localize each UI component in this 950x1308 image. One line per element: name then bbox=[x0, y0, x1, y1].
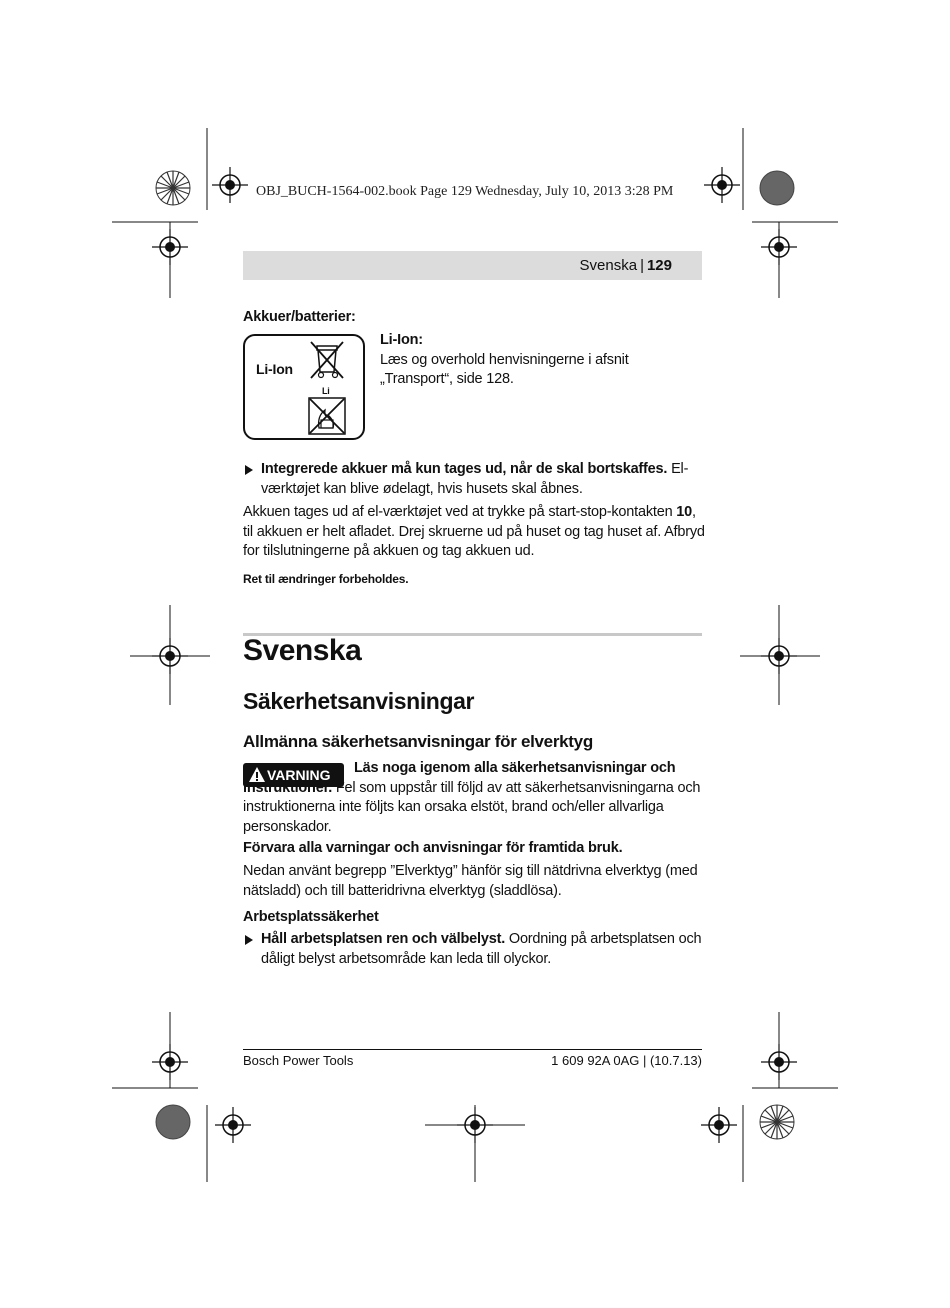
liion-icon-sub: Li bbox=[322, 386, 330, 396]
bullet-text: El-værktøjet kan blive ødelagt, hvis husets skal åbnes. bbox=[261, 461, 689, 497]
definition-paragraph: Nedan använt begrepp ”Elverktyg” hänför sig till nätdrivna elverktyg (med nätsladd) och till batteridrivna elverktyg (sladdlösa). bbox=[243, 863, 698, 899]
reserved-notice: Ret til ændringer forbeholdes. bbox=[243, 572, 409, 586]
footer-brand: Bosch Power Tools bbox=[243, 1053, 354, 1068]
workplace-bullet-text: Oordning på arbetsplatsen och dåligt belyst arbetsområde kan leda till olyckor. bbox=[261, 931, 702, 967]
bullet-workplace bbox=[243, 930, 705, 969]
warning-paragraph bbox=[243, 759, 705, 837]
running-head-band bbox=[243, 251, 702, 280]
removal-paragraph bbox=[243, 503, 705, 562]
footer-rule bbox=[243, 1049, 702, 1050]
running-head-separator: | bbox=[640, 257, 644, 274]
bullet-bold: Integrerede akkuer må kun tages ud, når de skal bortskaffes. bbox=[261, 461, 668, 477]
liion-icon-label: Li-Ion bbox=[256, 361, 293, 377]
general-safety-heading: Allmänna säkerhetsanvisningar för elverktyg bbox=[243, 732, 593, 751]
keep-instructions: Förvara alla varningar och anvisningar för framtida bruk. bbox=[243, 840, 623, 856]
warning-text: Fel som uppstår till följd av att säkerhetsanvisningarna och instruktionerna inte följts kan orsaka elstöt, brand och/eller allvarliga personskador. bbox=[243, 779, 701, 835]
removal-text-2: , til akkuen er helt afladet. Drej skruerne ud på huset og tag huset af. Afbryd for tilslutningerne på akkuen og tag akkuen ud. bbox=[243, 504, 705, 559]
bullet-triangle-icon bbox=[245, 465, 253, 475]
warning-label: VARNING bbox=[267, 767, 331, 783]
language-title: Svenska bbox=[243, 634, 362, 667]
workplace-heading: Arbetsplatssäkerhet bbox=[243, 909, 379, 925]
print-job-header: OBJ_BUCH-1564-002.book Page 129 Wednesday, July 10, 2013 3:28 PM bbox=[256, 184, 674, 199]
footer-doc-number: 1 609 92A 0AG | (10.7.13) bbox=[551, 1053, 702, 1068]
warning-bold: Läs noga igenom alla säkerhetsanvisningar och instruktioner. bbox=[243, 760, 676, 796]
liion-title: Li-Ion: bbox=[380, 332, 423, 348]
bullet-triangle-icon bbox=[245, 935, 253, 945]
running-head-language: Svenska bbox=[579, 257, 638, 274]
page-number: 129 bbox=[646, 257, 672, 274]
crossed-bin-icon bbox=[307, 338, 347, 384]
liion-instructions bbox=[380, 331, 705, 390]
removal-text-1: Akkuen tages ud af el-værktøjet ved at trykke på start-stop-kontakten bbox=[243, 504, 677, 520]
akkuer-heading: Akkuer/batterier: bbox=[243, 309, 356, 325]
bullet-integrated-battery bbox=[243, 460, 705, 499]
switch-reference: 10 bbox=[676, 504, 693, 520]
liion-text: Læs og overhold henvisningerne i afsnit „Transport“, side 128. bbox=[380, 351, 629, 387]
workplace-bullet-bold: Håll arbetsplatsen ren och välbelyst. bbox=[261, 931, 506, 947]
running-head bbox=[580, 257, 672, 274]
liion-disposal-symbol bbox=[243, 334, 365, 440]
no-fire-icon bbox=[307, 396, 347, 436]
safety-heading: Säkerhetsanvisningar bbox=[243, 688, 475, 714]
